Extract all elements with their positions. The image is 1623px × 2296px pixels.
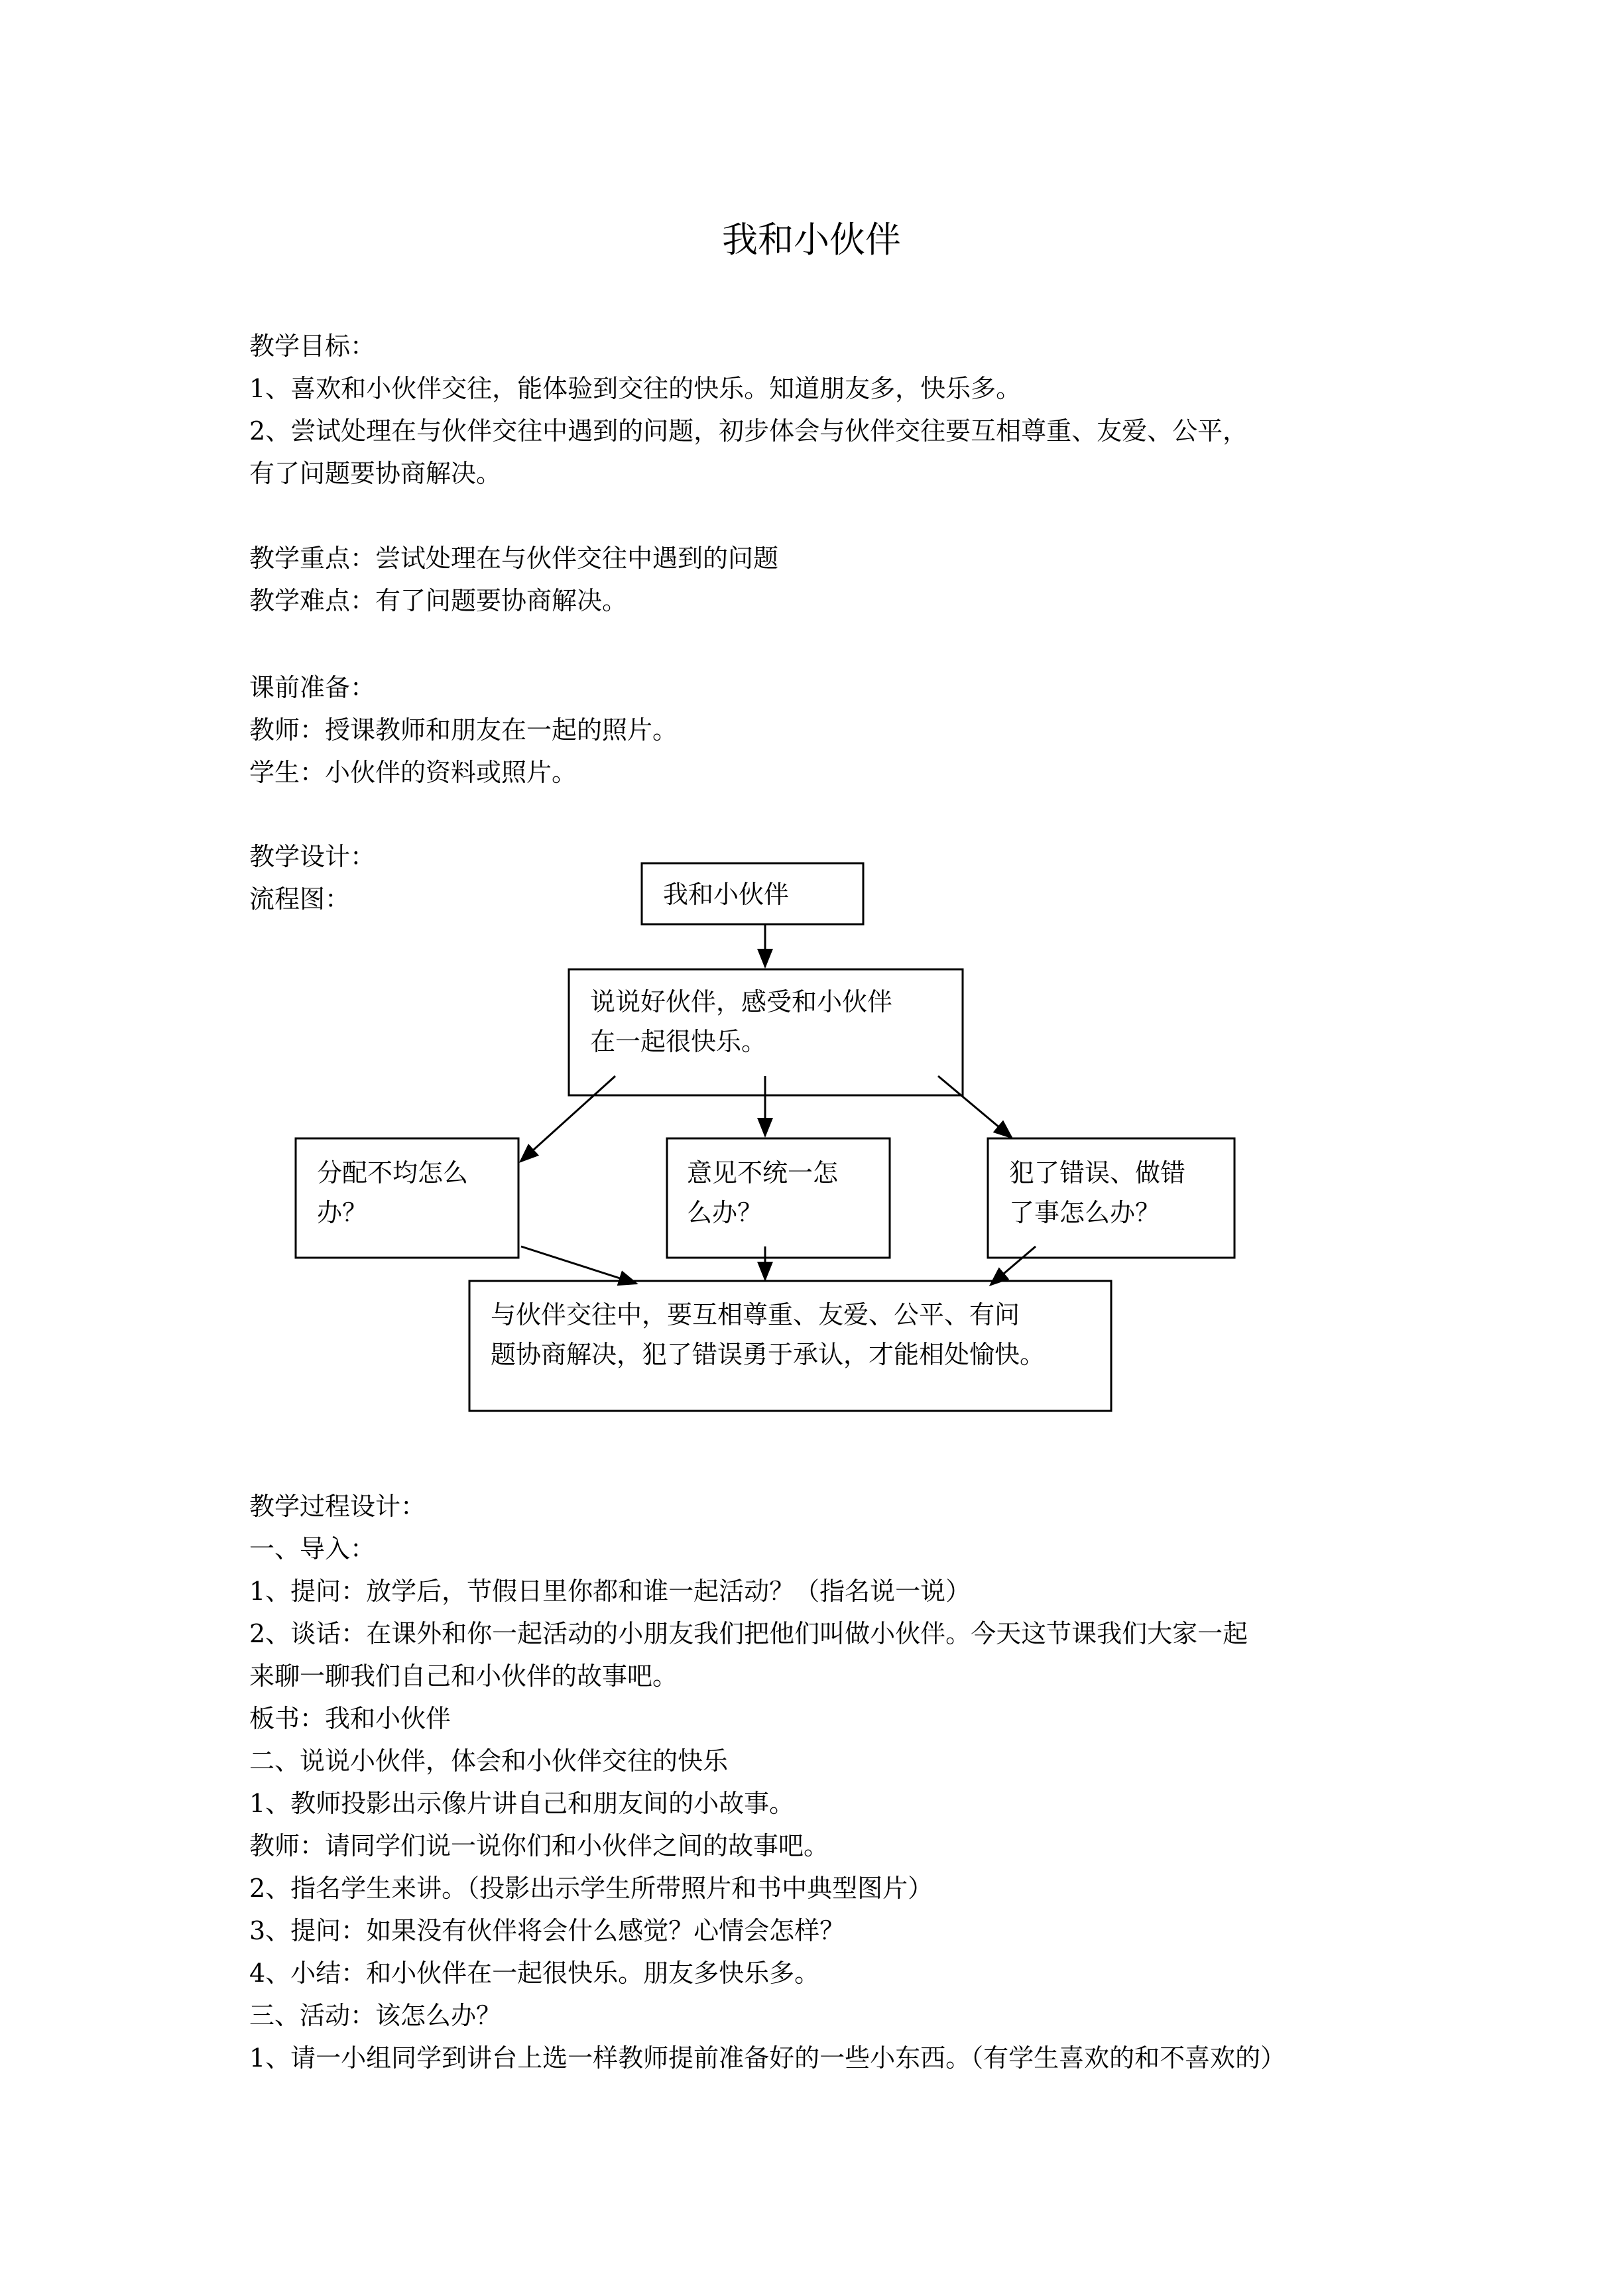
process-line: 1、提问：放学后，节假日里你都和谁一起活动？（指名说一说） bbox=[249, 1577, 971, 1606]
goal-item: 1、喜欢和小伙伴交往，能体验到交往的快乐。知道朋友多，快乐多。 bbox=[249, 374, 1022, 403]
preparation-heading: 课前准备： bbox=[249, 673, 376, 702]
process-line: 板书：我和小伙伴 bbox=[249, 1704, 451, 1733]
process-line: 2、谈话：在课外和你一起活动的小朋友我们把他们叫做小伙伴。今天这节课我们大家一起 bbox=[249, 1619, 1248, 1648]
goals-heading: 教学目标： bbox=[249, 332, 376, 361]
process-line: 二、说说小伙伴，体会和小伙伴交往的快乐 bbox=[249, 1746, 729, 1776]
process-line: 1、请一小组同学到讲台上选一样教师提前准备好的一些小东西。（有学生喜欢的和不喜欢的） bbox=[249, 2043, 1286, 2073]
flow-top-text: 我和小伙伴 bbox=[663, 880, 790, 909]
process-line: 3、提问：如果没有伙伴将会什么感觉？心情会怎样？ bbox=[249, 1916, 845, 1945]
process-line: 来聊一聊我们自己和小伙伴的故事吧。 bbox=[249, 1662, 678, 1691]
process-line: 2、指名学生来讲。（投影出示学生所带照片和书中典型图片） bbox=[249, 1874, 933, 1903]
flow-left-text: 分配不均怎么 bbox=[317, 1158, 469, 1187]
goal-item: 有了问题要协商解决。 bbox=[249, 459, 502, 488]
flow-arrow bbox=[521, 1246, 636, 1284]
flow-bottom-text: 题协商解决，犯了错误勇于承认，才能相处愉快。 bbox=[491, 1340, 1046, 1369]
process-line: 一、导入： bbox=[249, 1534, 376, 1563]
flow-left-text: 办？ bbox=[317, 1198, 368, 1227]
flow-middle-text: 意见不统一怎 bbox=[687, 1158, 839, 1187]
process-heading: 教学过程设计： bbox=[249, 1492, 426, 1521]
flow-right-text: 犯了错误、做错 bbox=[1009, 1158, 1186, 1187]
process-line: 4、小结：和小伙伴在一起很快乐。朋友多快乐多。 bbox=[249, 1959, 820, 1988]
design-heading: 教学设计： bbox=[249, 842, 376, 871]
process-design bbox=[249, 1485, 1390, 2079]
teacher-preparation: 教师：授课教师和朋友在一起的照片。 bbox=[249, 715, 678, 745]
process-line: 三、活动：该怎么办？ bbox=[249, 2001, 502, 2030]
student-preparation: 学生：小伙伴的资料或照片。 bbox=[249, 758, 577, 787]
flow-second-text: 说说好伙伴，感受和小伙伴 bbox=[590, 987, 893, 1016]
flow-second-text: 在一起很快乐。 bbox=[590, 1027, 767, 1056]
flow-arrow bbox=[938, 1076, 1012, 1138]
page-title: 我和小伙伴 bbox=[722, 219, 901, 261]
flow-middle-text: 么办？ bbox=[687, 1198, 763, 1227]
process-line: 教师：请同学们说一说你们和小伙伴之间的故事吧。 bbox=[249, 1831, 829, 1860]
teaching-focus: 教学重点：尝试处理在与伙伴交往中遇到的问题 bbox=[249, 544, 779, 573]
teaching-difficulty: 教学难点：有了问题要协商解决。 bbox=[249, 586, 628, 615]
flowchart-label: 流程图： bbox=[249, 884, 351, 914]
process-line: 1、教师投影出示像片讲自己和朋友间的小故事。 bbox=[249, 1789, 795, 1818]
goal-item: 2、尝试处理在与伙伴交往中遇到的问题，初步体会与伙伴交往要互相尊重、友爱、公平， bbox=[249, 416, 1248, 446]
flow-bottom-text: 与伙伴交往中，要互相尊重、友爱、公平、有问 bbox=[491, 1300, 1020, 1329]
flow-right-text: 了事怎么办？ bbox=[1009, 1198, 1161, 1227]
